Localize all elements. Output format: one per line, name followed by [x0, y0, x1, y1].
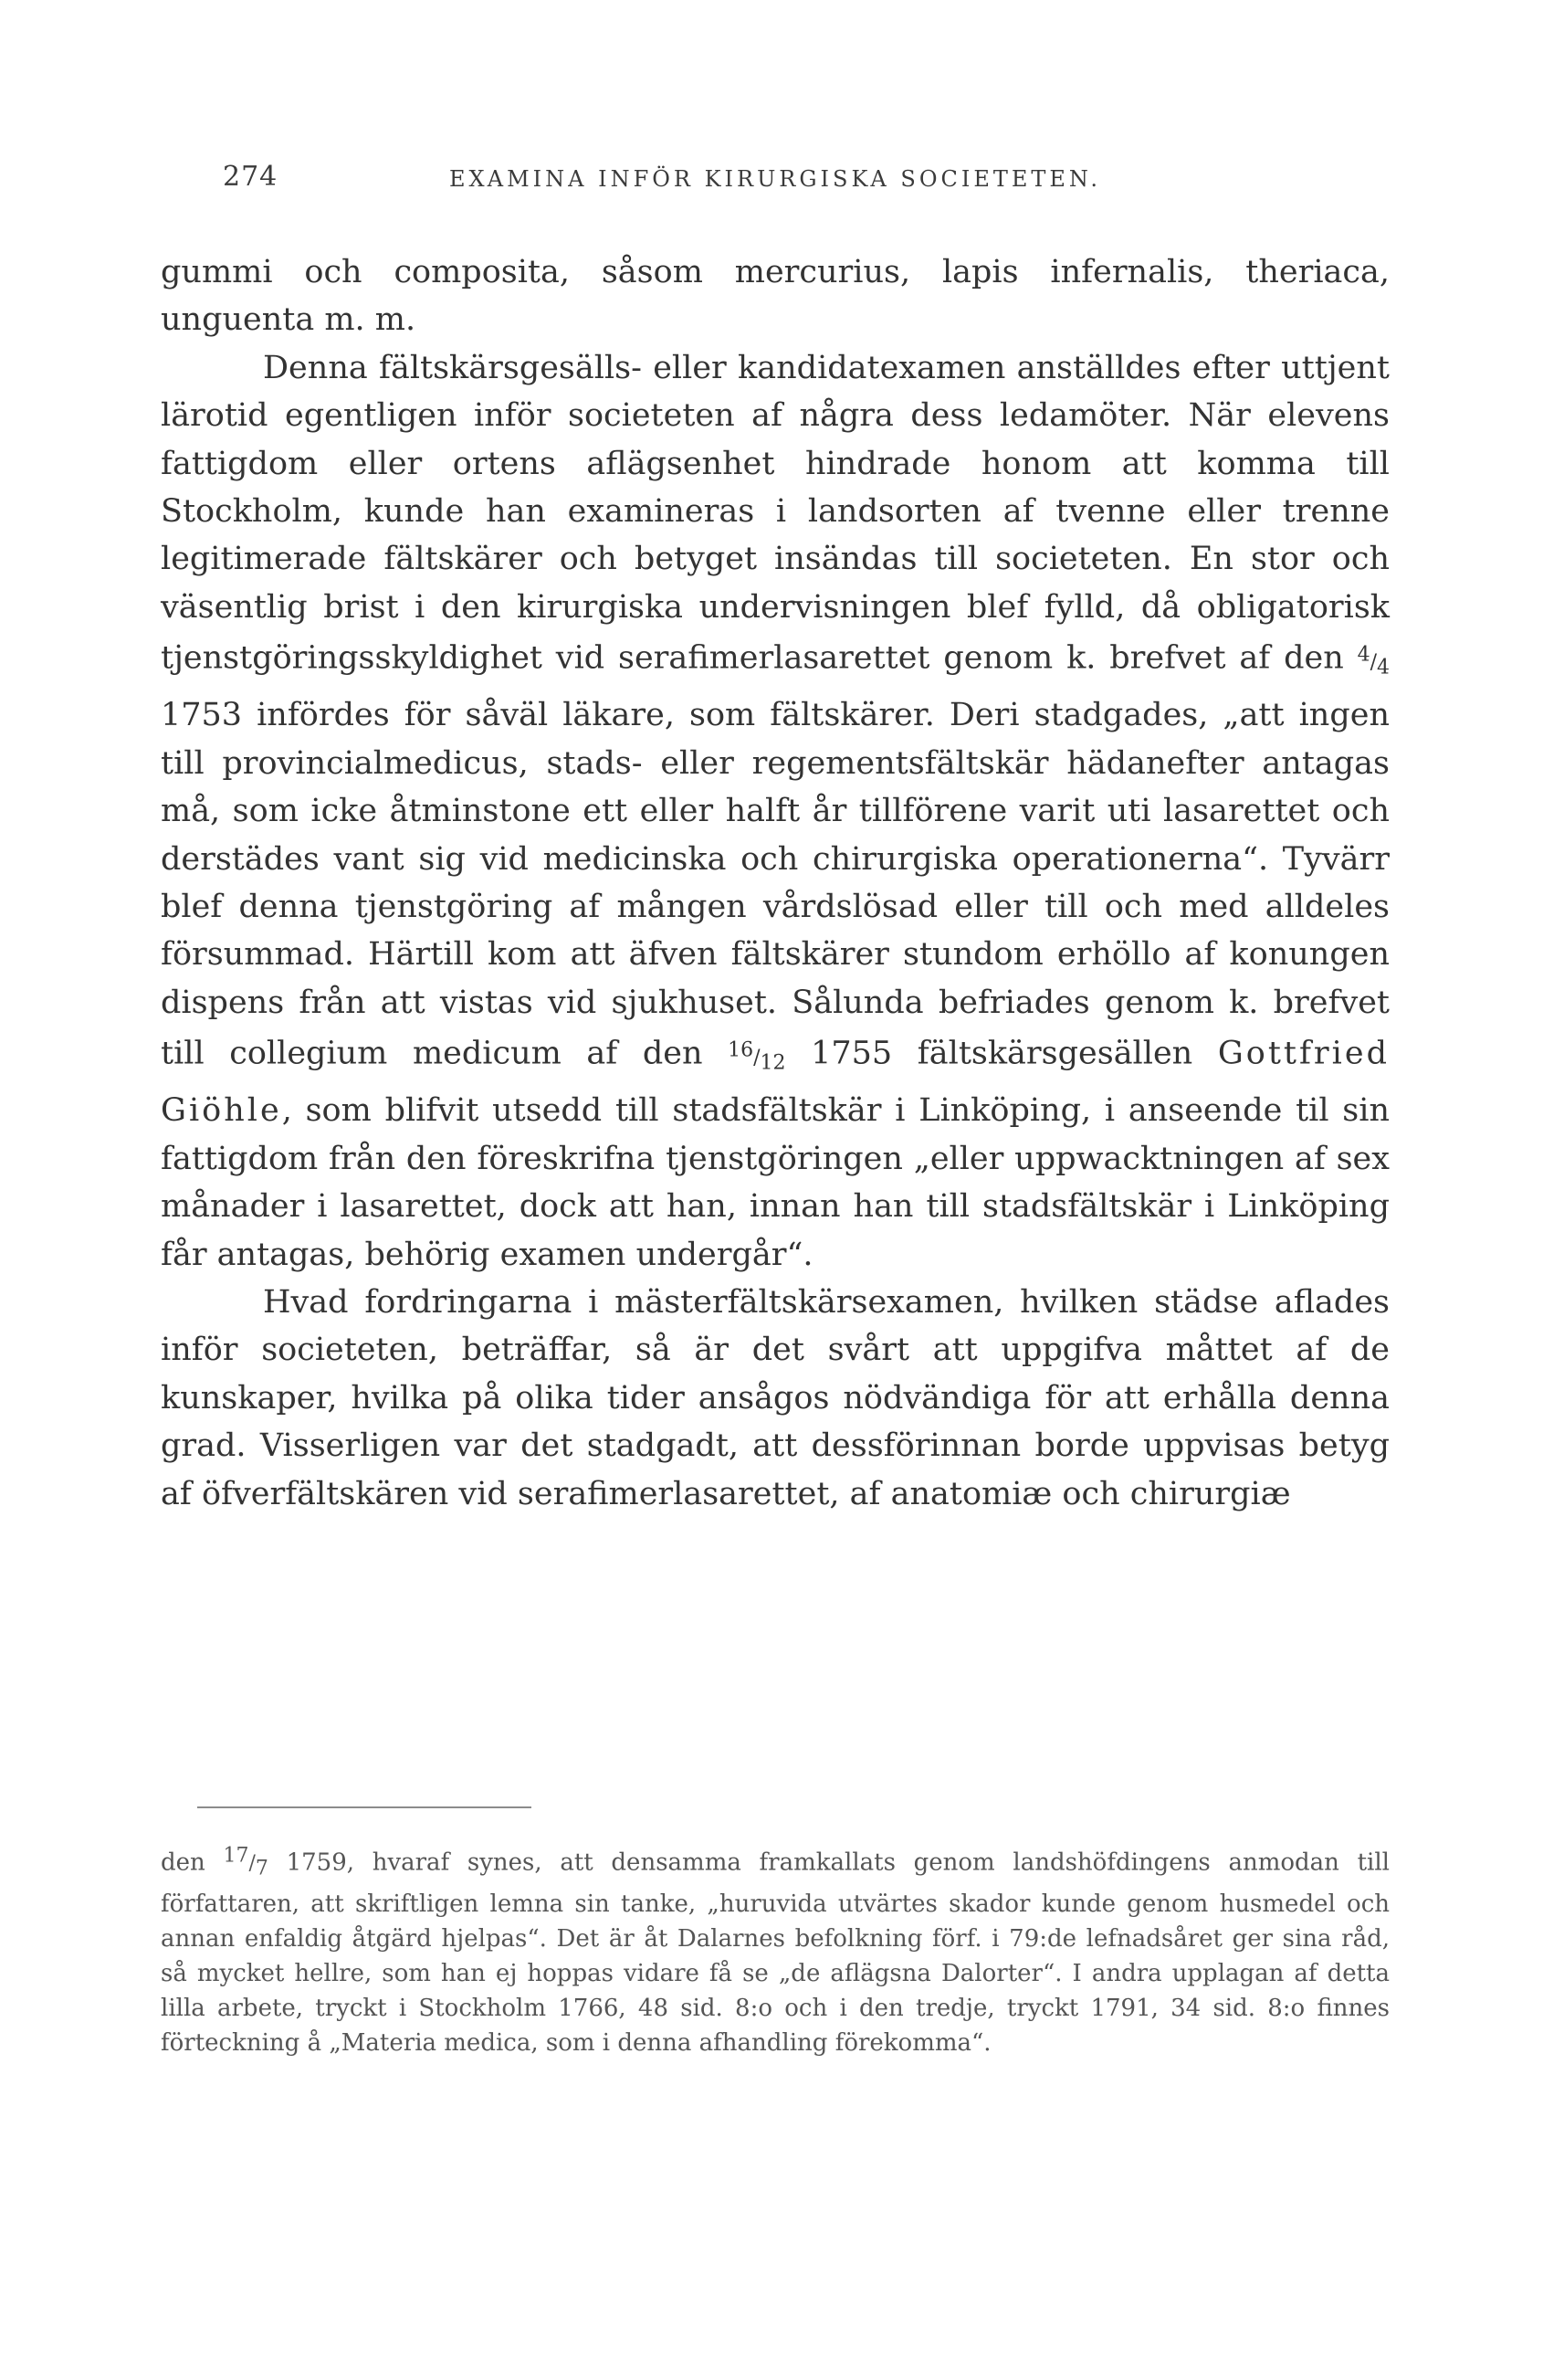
paragraph-2-part-d: , som blifvit utsedd till stadsfältskär i Linköping, i anseende til sin fattigdom från den föreskrifna tjenstgöringen „eller uppwacktningen af sex månader i lasarettet, dock att han, innan han till stadsfältskär i Linköping får antagas, behörig examen undergår“.	[161, 1092, 1390, 1273]
date-fraction-2-den: 12	[760, 1050, 786, 1074]
person-name: Gottfried Giöhle	[161, 1035, 1390, 1130]
body-text	[161, 248, 1390, 1518]
footnote-date-fraction: $^{17}/_7$	[223, 1845, 268, 1880]
date-fraction-2: $^{16}/_{12}$	[728, 1038, 786, 1074]
footnote-fraction-den: 7	[255, 1857, 268, 1880]
footnote-paragraph	[161, 1839, 1390, 2060]
paragraph-1: gummi och composita, såsom mercurius, lapis infernalis, theriaca, unguenta m. m.	[161, 254, 1390, 339]
paragraph-2	[161, 344, 1390, 1279]
paragraph-2-part-b: 1753 infördes för såväl läkare, som fältskärer. Deri stadgades, „att ingen till provincialmedicus, stads- eller regementsfältskär hädanefter antagas må, som icke åtminstone ett eller halft år tillförene varit uti lasarettet och derstädes vant sig vid medicinska och chirurgiska operationerna“. Tyvärr blef denna tjenstgöring af mången vårdslösad eller till och med alldeles försummad. Härtill kom att äfven fältskärer stundom erhöllo af konungen dispens från att vistas vid sjukhuset. Sålunda befriades genom k. brefvet till collegium medicum af den	[161, 697, 1390, 1072]
page-header	[161, 161, 1390, 197]
date-fraction-1: $^4/_4$	[1357, 643, 1390, 679]
date-fraction-2-num: 16	[728, 1038, 754, 1062]
running-title: EXAMINA INFÖR KIRURGISKA SOCIETETEN.	[448, 166, 1102, 192]
footnote-pre: den	[161, 1848, 224, 1877]
date-fraction-1-num: 4	[1357, 643, 1370, 667]
footnote-rule	[197, 1806, 531, 1808]
footnote-fraction-num: 17	[223, 1845, 249, 1868]
paragraph-3: Hvad fordringarna i mästerfältskärsexamen, hvilken städse aflades inför societeten, beträffar, så är det svårt att uppgifva måttet af de kunskaper, hvilka på olika tider ansågos nödvändiga för att erhålla denna grad. Visserligen var det stadgadt, att dessförinnan borde uppvisas betyg af öfverfältskären vid serafimerlasarettet, af anatomiæ och chirurgiæ	[161, 1283, 1390, 1512]
footnote-text: 1759, hvaraf synes, att densamma framkallats genom landshöfdingens anmodan till författaren, att skriftligen lemna sin tanke, „huruvida utvärtes skador kunde genom husmedel och annan enfaldig åtgärd hjelpas“. Det är åt Dalarnes befolkning förf. i 79:de lefnadsåret ger sina råd, så mycket hellre, som han ej hoppas vidare få se „de aflägsna Dalorter“. I andra upplagan af detta lilla arbete, tryckt i Stockholm 1766, 48 sid. 8:o och i den tredje, tryckt 1791, 34 sid. 8:o finnes förteckning å „Materia medica, som i denna afhandling förekomma“.	[161, 1848, 1390, 2057]
date-fraction-1-den: 4	[1377, 655, 1390, 679]
paragraph-2-part-a: Denna fältskärsgesälls- eller kandidatexamen anställdes efter uttjent lärotid egentligen inför societeten af några dess ledamöter. När elevens fattigdom eller ortens aflägsenhet hindrade honom att komma till Stockholm, kunde han examineras i landsorten af tvenne eller trenne legitimerade fältskärer och betyget insändas till societeten. En stor och väsentlig brist i den kirurgiska undervisningen blef fylld, då obligatorisk tjenstgöringsskyldighet vid serafimerlasarettet genom k. brefvet af den	[161, 349, 1390, 677]
page-number: 274	[223, 161, 278, 193]
paragraph-2-part-c: 1755 fältskärsgesällen	[785, 1035, 1218, 1072]
footnote	[161, 1839, 1390, 2060]
